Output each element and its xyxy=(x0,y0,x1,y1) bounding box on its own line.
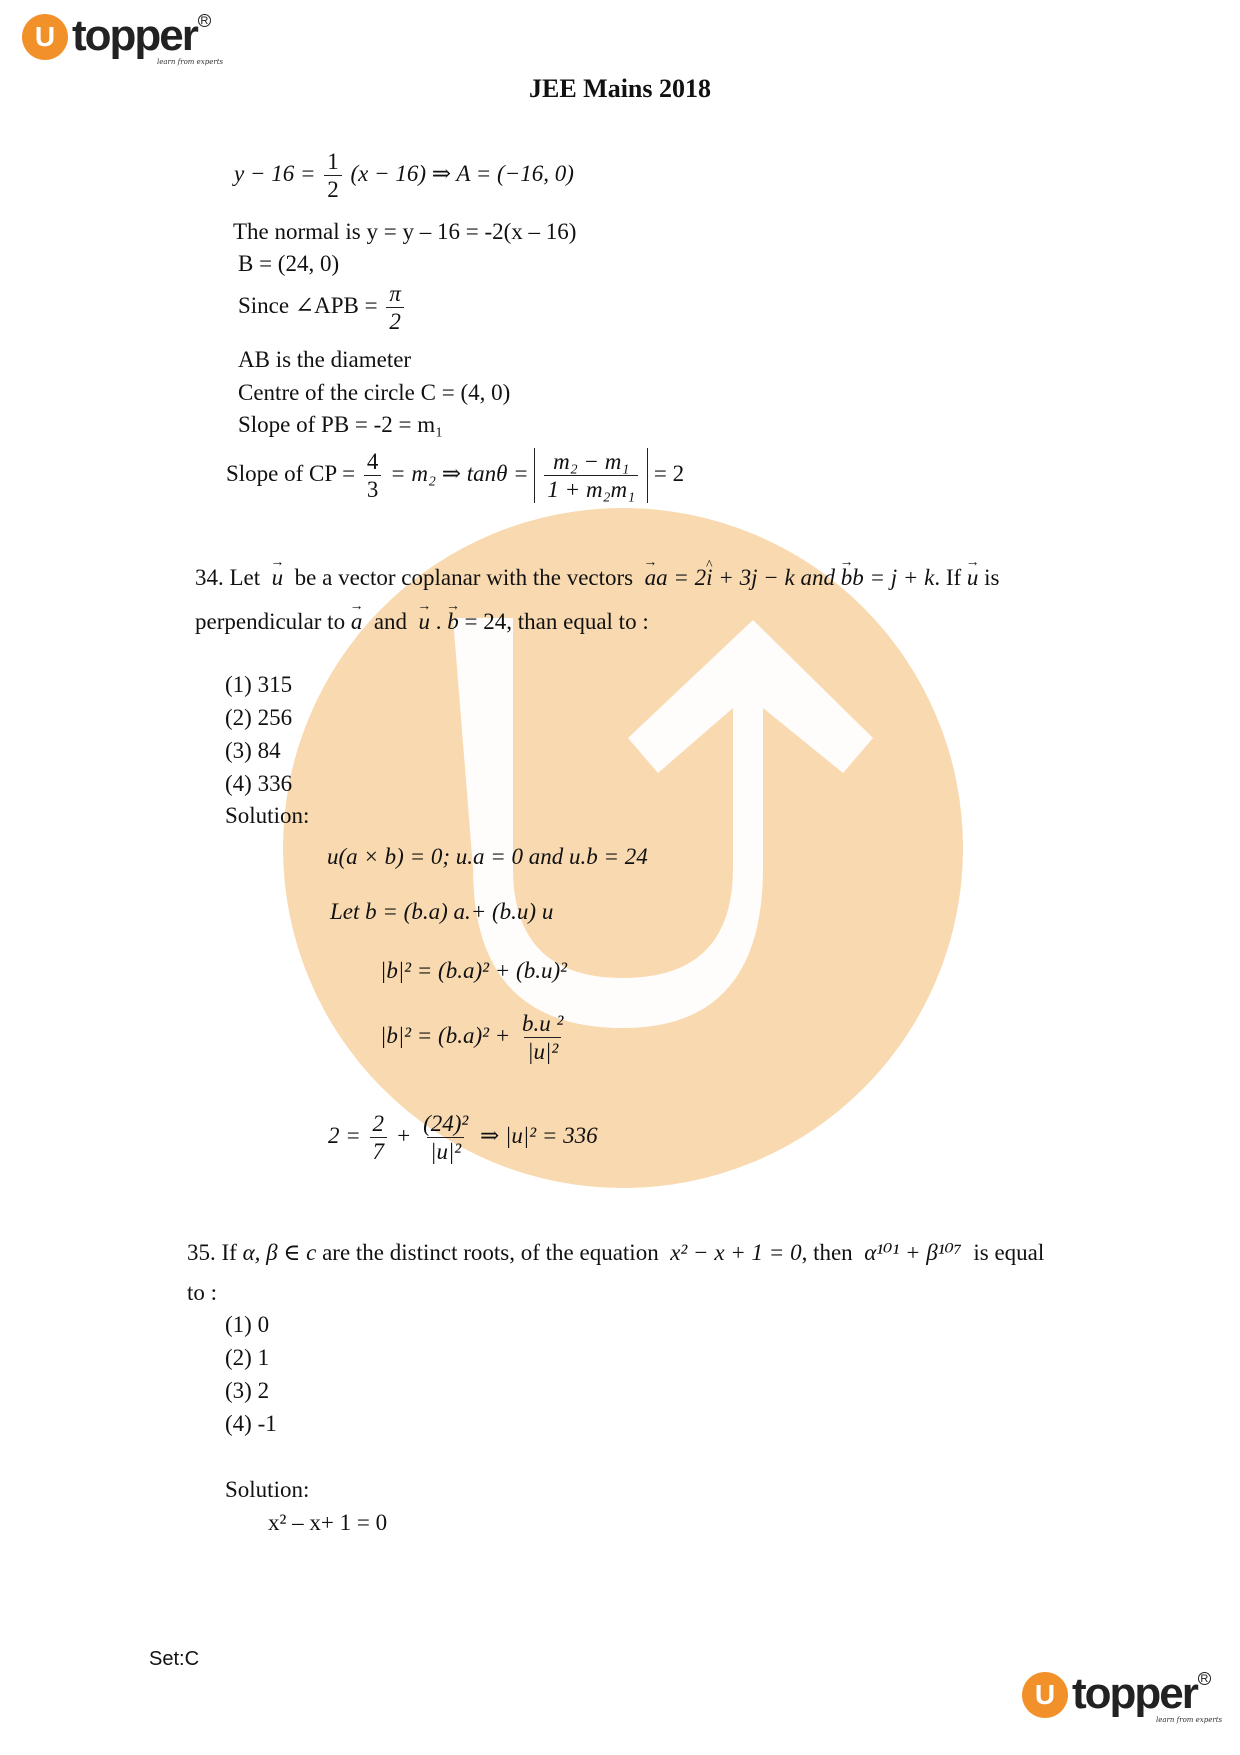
page-title: JEE Mains 2018 xyxy=(528,74,712,103)
q35-sol-line1: x² – x+ 1 = 0 xyxy=(268,1510,388,1535)
q35-stem-line2: to : xyxy=(187,1280,218,1305)
q34-option: (4) 336 xyxy=(225,771,293,796)
registered-mark-icon: R xyxy=(198,14,211,27)
topper-logo xyxy=(22,11,211,60)
q33-slope-pb: Slope of PB = -2 = m₁ xyxy=(238,412,444,437)
q34-sol-line5: 2 = $\frac{2}{7}$ + $\frac{\text{(24)²}}{\text{|u|²}}$ ⇒ |u|² = 336 xyxy=(328,1111,598,1164)
q35-stem-line1: 35. If α, β ∈ c are the distinct roots, of the equation x² − x + 1 = 0, then α¹⁰¹ + β¹⁰⁷ is equal xyxy=(187,1240,1045,1265)
q34-option: (2) 256 xyxy=(225,705,293,730)
q34-option: (1) 315 xyxy=(225,672,293,697)
q34-stem-line1: 34. Let → u be a vector coplanar with the vectors → aa = 2^ i + 3j − k and → bb = j + k. If → u is xyxy=(195,564,1000,592)
q34-sol-line2: Let b = (b.a) a.+ (b.u) u xyxy=(330,899,554,924)
topper-logo-icon: U xyxy=(22,14,68,60)
q35-solution-label: Solution: xyxy=(225,1477,310,1502)
q34-solution-label: Solution: xyxy=(225,803,310,828)
q33-slope-cp: Slope of CP = $\frac{4}{3}$ = m₂ ⇒ tanθ = $\frac{\text{m₂ − m₁}}{\text{1 + m₂m₁}}$ = 2 xyxy=(226,449,685,502)
q34-sol-line3: |b|² = (b.a)² + (b.u)² xyxy=(380,958,568,983)
q34-stem-line2: perpendicular to → a and → u . → b = 24, than equal to : xyxy=(195,608,649,636)
logo-tagline: learn from experts xyxy=(1156,1716,1223,1724)
logo-tagline: learn from experts xyxy=(157,58,224,66)
q33-since: Since ∠APB = $\frac{\pi}{2}$ xyxy=(238,282,407,333)
topper-logo-icon: U xyxy=(1022,1672,1068,1718)
q33-line1: y − 16 = $\frac{1}{2}$ (x − 16) ⇒ A = (−16, 0) xyxy=(234,149,574,202)
set-label: Set:C xyxy=(149,1648,200,1670)
q34-sol-line4: |b|² = (b.a)² + $\frac{\text{b.u ²}}{\text{|u|²}}$ xyxy=(380,1011,564,1064)
q35-option: (4) -1 xyxy=(225,1411,277,1436)
q33-centre: Centre of the circle C = (4, 0) xyxy=(238,380,511,405)
q35-option: (2) 1 xyxy=(225,1345,270,1370)
logo-text: topper xyxy=(1072,1669,1197,1718)
logo-text: topper xyxy=(72,11,197,60)
q34-sol-line1: u(a × b) = 0; u.a = 0 and u.b = 24 xyxy=(327,844,648,869)
q35-option: (3) 2 xyxy=(225,1378,270,1403)
q33-point-b: B = (24, 0) xyxy=(238,251,340,276)
registered-mark-icon: R xyxy=(1198,1672,1211,1685)
q35-option: (1) 0 xyxy=(225,1312,270,1337)
q34-option: (3) 84 xyxy=(225,738,281,763)
q33-diameter: AB is the diameter xyxy=(238,347,412,372)
footer-topper-logo xyxy=(1022,1669,1211,1718)
q33-normal: The normal is y = y – 16 = -2(x – 16) xyxy=(233,219,577,244)
